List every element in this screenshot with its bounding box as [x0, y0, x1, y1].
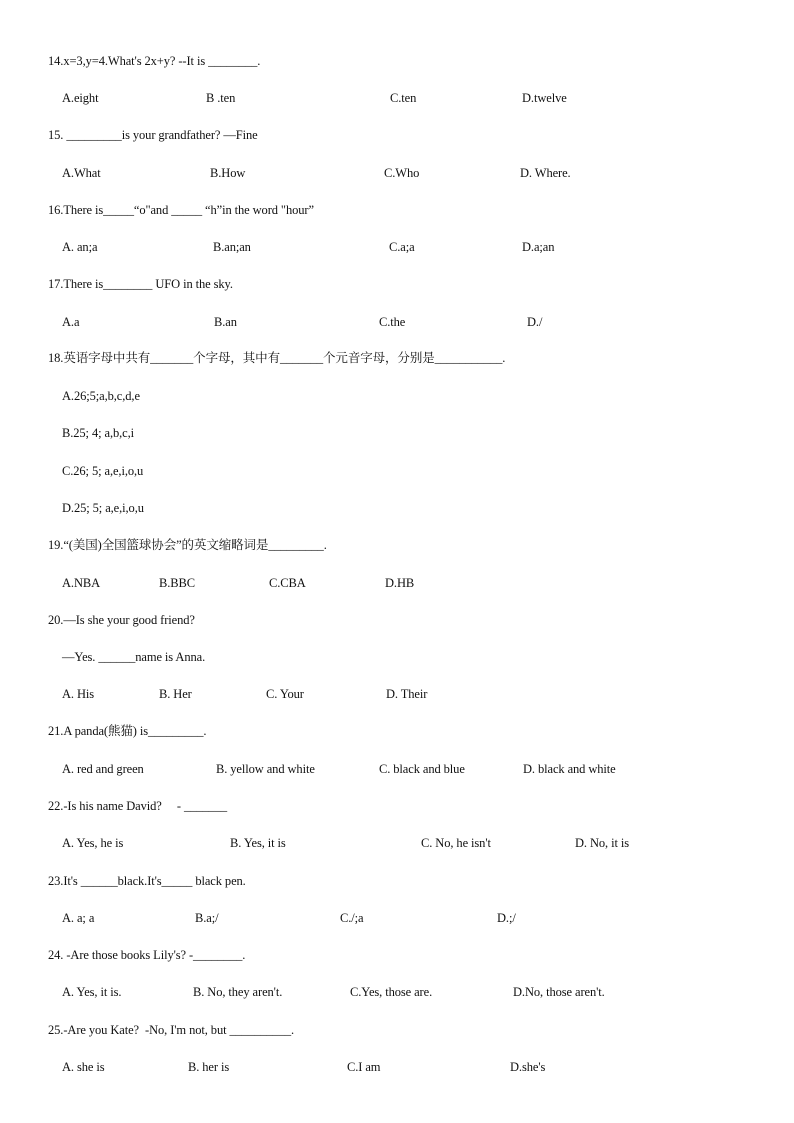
- question-15-option-c: C.Who: [384, 166, 420, 180]
- question-16-option-b: B.an;an: [213, 240, 251, 254]
- question-22-stem: 22.-Is his name David? - _______: [48, 799, 228, 813]
- question-18-option-b: B.25; 4; a,b,c,i: [62, 426, 135, 440]
- question-17-option-a: A.a: [62, 315, 80, 329]
- question-18-stem: 18.英语字母中共有_______个字母，其中有_______个元音字母，分别是___________.: [48, 351, 506, 365]
- question-16-option-d: D.a;an: [522, 240, 555, 254]
- question-19-stem: 19.“(美国)全国篮球协会”的英文缩略词是_________.: [48, 538, 327, 552]
- question-14-option-a: A.eight: [62, 91, 99, 105]
- question-22-option-c: C. No, he isn't: [421, 836, 491, 850]
- question-23-option-b: B.a;/: [195, 911, 219, 925]
- question-25-option-c: C.I am: [347, 1060, 381, 1074]
- question-20-option-a: A. His: [62, 687, 95, 701]
- question-14-stem: 14.x=3,y=4.What's 2x+y? --It is ________.: [48, 54, 261, 68]
- question-17-option-d: D./: [527, 315, 543, 329]
- question-15-option-b: B.How: [210, 166, 246, 180]
- question-15-option-a: A.What: [62, 166, 101, 180]
- question-17-option-c: C.the: [379, 315, 406, 329]
- question-24-stem: 24. -Are those books Lily's? -________.: [48, 948, 246, 962]
- question-24-option-a: A. Yes, it is.: [62, 985, 122, 999]
- question-23-stem: 23.It's ______black.It's_____ black pen.: [48, 874, 246, 888]
- question-21-stem: 21.A panda(熊猫) is_________.: [48, 724, 207, 738]
- question-25-option-b: B. her is: [188, 1060, 230, 1074]
- question-16-stem: 16.There is_____“o"and _____ “h”in the word "hour”: [48, 203, 314, 217]
- question-16-option-c: C.a;a: [389, 240, 415, 254]
- question-23-option-d: D.;/: [497, 911, 516, 925]
- question-17-stem: 17.There is________ UFO in the sky.: [48, 277, 233, 291]
- question-19-option-d: D.HB: [385, 576, 415, 590]
- question-24-option-d: D.No, those aren't.: [513, 985, 605, 999]
- question-21-option-b: B. yellow and white: [216, 762, 315, 776]
- question-18-option-a: A.26;5;a,b,c,d,e: [62, 389, 140, 403]
- question-20-stem-reply: —Yes. ______name is Anna.: [62, 650, 206, 664]
- question-19-option-c: C.CBA: [269, 576, 306, 590]
- question-21-option-d: D. black and white: [523, 762, 616, 776]
- question-23-option-c: C./;a: [340, 911, 364, 925]
- question-24-option-b: B. No, they aren't.: [193, 985, 283, 999]
- question-25-option-d: D.she's: [510, 1060, 546, 1074]
- question-25-option-a: A. she is: [62, 1060, 105, 1074]
- question-21-option-c: C. black and blue: [379, 762, 465, 776]
- question-14-option-b: B .ten: [206, 91, 236, 105]
- question-20-option-d: D. Their: [386, 687, 428, 701]
- question-18-option-c: C.26; 5; a,e,i,o,u: [62, 464, 144, 478]
- question-17-option-b: B.an: [214, 315, 237, 329]
- question-22-option-d: D. No, it is: [575, 836, 630, 850]
- question-20-option-c: C. Your: [266, 687, 304, 701]
- question-22-option-b: B. Yes, it is: [230, 836, 286, 850]
- question-23-option-a: A. a; a: [62, 911, 95, 925]
- question-19-option-a: A.NBA: [62, 576, 101, 590]
- question-24-option-c: C.Yes, those are.: [350, 985, 433, 999]
- question-22-option-a: A. Yes, he is: [62, 836, 124, 850]
- question-21-option-a: A. red and green: [62, 762, 144, 776]
- question-16-option-a: A. an;a: [62, 240, 98, 254]
- question-20-stem: 20.—Is she your good friend?: [48, 613, 195, 627]
- question-19-option-b: B.BBC: [159, 576, 195, 590]
- question-14-option-c: C.ten: [390, 91, 417, 105]
- question-14-option-d: D.twelve: [522, 91, 567, 105]
- question-15-stem: 15. _________is your grandfather? —Fine: [48, 128, 258, 142]
- question-25-stem: 25.-Are you Kate? -No, I'm not, but __________.: [48, 1023, 295, 1037]
- question-15-option-d: D. Where.: [520, 166, 571, 180]
- question-20-option-b: B. Her: [159, 687, 192, 701]
- question-18-option-d: D.25; 5; a,e,i,o,u: [62, 501, 144, 515]
